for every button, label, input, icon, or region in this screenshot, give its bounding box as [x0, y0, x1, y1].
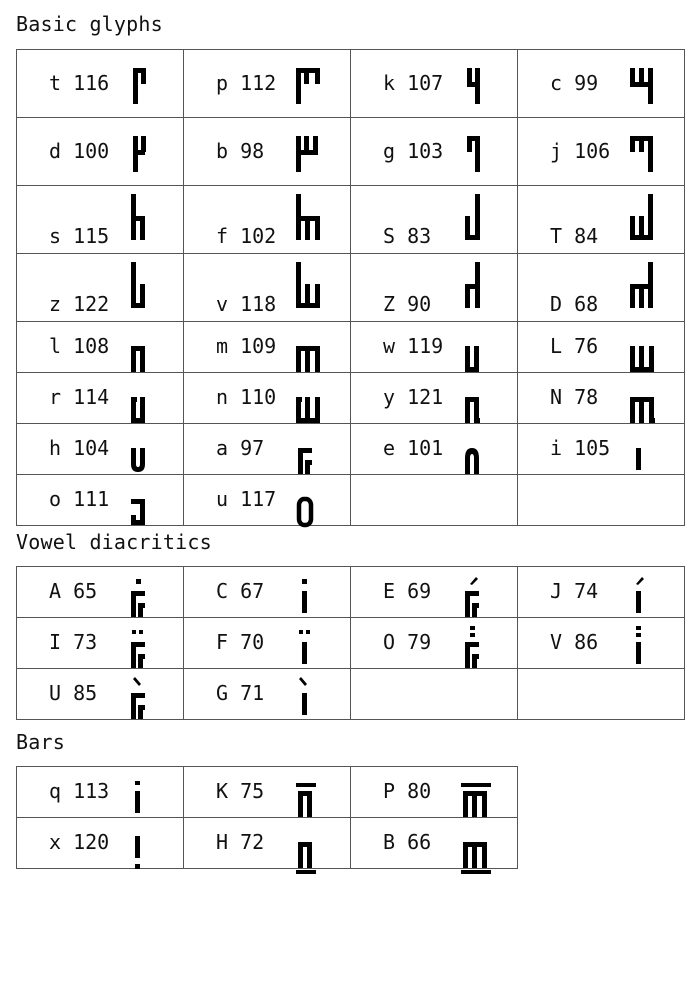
char-label: i [550, 436, 563, 460]
glyph-table [16, 766, 518, 869]
glyph-cell [17, 322, 184, 373]
char-label: K [216, 779, 229, 803]
char-code-label [550, 139, 610, 163]
table-row [17, 254, 685, 322]
empty-cell [351, 669, 518, 720]
char-code-label [216, 436, 264, 460]
script-glyph-icon [127, 428, 159, 480]
char-label: D [550, 292, 563, 316]
glyph-cell [17, 373, 184, 424]
char-code-label [383, 139, 443, 163]
glyph-cell [518, 373, 685, 424]
script-glyph-icon [628, 622, 660, 674]
char-code-label [49, 779, 109, 803]
glyph-cell [518, 322, 685, 373]
script-glyph-icon [127, 60, 159, 112]
code-number: 102 [240, 224, 277, 248]
glyph-cell [351, 424, 518, 475]
char-label: x [49, 830, 62, 854]
glyph-table [16, 49, 685, 526]
script-glyph-icon [461, 128, 493, 180]
char-label: p [216, 71, 229, 95]
table-row [17, 567, 685, 618]
char-label: l [49, 334, 62, 358]
char-code-label [550, 334, 598, 358]
code-number: 65 [73, 579, 98, 603]
empty-cell [518, 669, 685, 720]
char-code-label [383, 385, 443, 409]
code-number: 76 [574, 334, 599, 358]
script-glyph-icon [461, 428, 493, 480]
char-code-label [383, 292, 431, 316]
char-code-label [383, 830, 431, 854]
code-number: 98 [240, 139, 265, 163]
char-code-label [550, 71, 598, 95]
code-number: 119 [407, 334, 444, 358]
char-code-label [216, 292, 276, 316]
char-code-label [216, 487, 276, 511]
code-number: 106 [574, 139, 611, 163]
script-glyph-icon [127, 128, 159, 180]
char-label: k [383, 71, 396, 95]
code-number: 122 [73, 292, 110, 316]
glyph-cell [184, 767, 351, 818]
char-code-label [49, 630, 97, 654]
glyph-cell [17, 254, 184, 322]
script-glyph-icon [628, 60, 660, 112]
table-row [17, 118, 685, 186]
char-label: w [383, 334, 396, 358]
char-code-label [49, 139, 109, 163]
code-number: 111 [73, 487, 110, 511]
char-label: z [49, 292, 62, 316]
script-glyph-icon [127, 377, 159, 429]
char-label: q [49, 779, 62, 803]
code-number: 105 [574, 436, 611, 460]
glyph-cell [184, 618, 351, 669]
table-row [17, 669, 685, 720]
char-label: r [49, 385, 62, 409]
code-number: 72 [240, 830, 265, 854]
table-row [17, 818, 518, 869]
char-label: t [49, 71, 62, 95]
glyph-cell [351, 767, 518, 818]
glyph-cell [351, 322, 518, 373]
char-code-label [49, 71, 109, 95]
char-code-label [216, 681, 264, 705]
code-number: 103 [407, 139, 444, 163]
char-label: v [216, 292, 229, 316]
glyph-cell [351, 567, 518, 618]
char-label: A [49, 579, 62, 603]
char-code-label [49, 487, 109, 511]
empty-cell [518, 475, 685, 526]
code-number: 117 [240, 487, 277, 511]
script-glyph-icon [628, 377, 660, 429]
glyph-cell [184, 186, 351, 254]
code-number: 109 [240, 334, 277, 358]
glyph-cell [184, 50, 351, 118]
code-number: 70 [240, 630, 265, 654]
char-code-label [550, 579, 598, 603]
code-number: 75 [240, 779, 265, 803]
glyph-cell [17, 818, 184, 869]
script-glyph-icon [294, 377, 326, 429]
code-number: 90 [407, 292, 432, 316]
script-glyph-icon [127, 194, 159, 246]
char-code-label [49, 681, 97, 705]
code-number: 86 [574, 630, 599, 654]
char-label: B [383, 830, 396, 854]
glyph-cell [184, 669, 351, 720]
char-label: O [383, 630, 396, 654]
char-code-label [383, 334, 443, 358]
char-label: f [216, 224, 229, 248]
glyph-table [16, 566, 685, 720]
char-label: P [383, 779, 396, 803]
code-number: 85 [73, 681, 98, 705]
char-code-label [49, 334, 109, 358]
char-label: S [383, 224, 396, 248]
section-title: Basic glyphs [16, 12, 163, 36]
code-number: 99 [574, 71, 599, 95]
code-number: 84 [574, 224, 599, 248]
glyph-cell [518, 50, 685, 118]
glyph-cell [184, 373, 351, 424]
glyph-cell [184, 475, 351, 526]
section-title: Vowel diacritics [16, 530, 212, 554]
char-label: I [49, 630, 62, 654]
glyph-cell [17, 767, 184, 818]
table-row [17, 475, 685, 526]
char-code-label [550, 292, 598, 316]
glyph-cell [351, 118, 518, 186]
char-code-label [49, 224, 109, 248]
glyph-cell [17, 186, 184, 254]
code-number: 115 [73, 224, 110, 248]
char-label: g [383, 139, 396, 163]
char-label: c [550, 71, 563, 95]
table-row [17, 322, 685, 373]
char-code-label [49, 579, 97, 603]
empty-cell [351, 475, 518, 526]
char-label: L [550, 334, 563, 358]
glyph-cell [518, 424, 685, 475]
char-code-label [550, 436, 610, 460]
code-number: 113 [73, 779, 110, 803]
char-code-label [49, 385, 109, 409]
char-code-label [383, 779, 431, 803]
script-glyph-icon [461, 771, 493, 823]
char-code-label [550, 224, 598, 248]
char-label: h [49, 436, 62, 460]
glyph-cell [351, 254, 518, 322]
char-code-label [216, 334, 276, 358]
char-label: b [216, 139, 229, 163]
script-glyph-icon [294, 326, 326, 378]
char-code-label [216, 630, 264, 654]
code-number: 79 [407, 630, 432, 654]
script-glyph-icon [294, 673, 326, 725]
glyph-cell [17, 669, 184, 720]
script-glyph-icon [127, 822, 159, 874]
script-glyph-icon [294, 60, 326, 112]
char-label: U [49, 681, 62, 705]
code-number: 112 [240, 71, 277, 95]
script-glyph-icon [127, 479, 159, 531]
code-number: 107 [407, 71, 444, 95]
glyph-cell [17, 424, 184, 475]
glyph-cell [17, 475, 184, 526]
glyph-cell [184, 254, 351, 322]
table-row [17, 50, 685, 118]
code-number: 69 [407, 579, 432, 603]
char-code-label [49, 292, 109, 316]
script-glyph-icon [461, 377, 493, 429]
char-code-label [216, 779, 264, 803]
char-label: d [49, 139, 62, 163]
table-row [17, 373, 685, 424]
code-number: 104 [73, 436, 110, 460]
char-code-label [216, 224, 276, 248]
char-label: N [550, 385, 563, 409]
script-glyph-icon [294, 571, 326, 623]
script-glyph-icon [127, 571, 159, 623]
char-code-label [216, 385, 276, 409]
script-glyph-icon [294, 771, 326, 823]
char-label: u [216, 487, 229, 511]
char-code-label [216, 139, 264, 163]
glyph-cell [184, 818, 351, 869]
code-number: 73 [73, 630, 98, 654]
code-number: 100 [73, 139, 110, 163]
char-label: Z [383, 292, 396, 316]
char-code-label [383, 579, 431, 603]
script-glyph-icon [628, 428, 660, 480]
script-glyph-icon [127, 771, 159, 823]
script-glyph-icon [628, 128, 660, 180]
glyph-cell [184, 424, 351, 475]
char-code-label [383, 630, 431, 654]
glyph-cell [351, 818, 518, 869]
char-code-label [216, 579, 264, 603]
glyph-cell [351, 50, 518, 118]
glyph-cell [17, 618, 184, 669]
glyph-cell [351, 373, 518, 424]
code-number: 108 [73, 334, 110, 358]
char-label: V [550, 630, 563, 654]
code-number: 67 [240, 579, 265, 603]
char-code-label [383, 436, 443, 460]
code-number: 74 [574, 579, 599, 603]
char-code-label [383, 224, 431, 248]
char-label: j [550, 139, 563, 163]
script-glyph-icon [127, 622, 159, 674]
char-code-label [49, 830, 109, 854]
script-glyph-icon [294, 479, 326, 531]
glyph-cell [184, 322, 351, 373]
glyph-cell [17, 118, 184, 186]
char-code-label [550, 630, 598, 654]
char-label: G [216, 681, 229, 705]
table-row [17, 767, 518, 818]
script-glyph-icon [461, 194, 493, 246]
code-number: 101 [407, 436, 444, 460]
script-glyph-icon [294, 262, 326, 314]
code-number: 114 [73, 385, 110, 409]
script-glyph-icon [294, 622, 326, 674]
script-glyph-icon [294, 822, 326, 874]
code-number: 97 [240, 436, 265, 460]
glyph-cell [518, 618, 685, 669]
section-title: Bars [16, 730, 65, 754]
script-glyph-icon [461, 262, 493, 314]
code-number: 121 [407, 385, 444, 409]
char-label: E [383, 579, 396, 603]
script-glyph-icon [127, 673, 159, 725]
table-row [17, 186, 685, 254]
glyph-cell [518, 254, 685, 322]
code-number: 68 [574, 292, 599, 316]
char-code-label [383, 71, 443, 95]
code-number: 116 [73, 71, 110, 95]
glyph-cell [518, 118, 685, 186]
char-label: C [216, 579, 229, 603]
glyph-cell [518, 567, 685, 618]
char-label: y [383, 385, 396, 409]
char-label: o [49, 487, 62, 511]
code-number: 80 [407, 779, 432, 803]
char-code-label [550, 385, 598, 409]
char-label: T [550, 224, 563, 248]
char-code-label [49, 436, 109, 460]
char-label: F [216, 630, 229, 654]
char-label: a [216, 436, 229, 460]
script-glyph-icon [294, 128, 326, 180]
code-number: 110 [240, 385, 277, 409]
glyph-cell [184, 567, 351, 618]
char-label: s [49, 224, 62, 248]
script-glyph-icon [461, 326, 493, 378]
glyph-cell [184, 118, 351, 186]
script-glyph-icon [461, 60, 493, 112]
char-label: H [216, 830, 229, 854]
script-glyph-icon [628, 262, 660, 314]
code-number: 78 [574, 385, 599, 409]
script-glyph-icon [628, 571, 660, 623]
glyph-cell [351, 186, 518, 254]
char-code-label [216, 830, 264, 854]
glyph-cell [17, 567, 184, 618]
char-label: n [216, 385, 229, 409]
script-glyph-icon [127, 262, 159, 314]
char-label: J [550, 579, 563, 603]
script-glyph-icon [127, 326, 159, 378]
code-number: 66 [407, 830, 432, 854]
script-glyph-icon [628, 194, 660, 246]
glyph-cell [17, 50, 184, 118]
glyph-cell [351, 618, 518, 669]
table-row [17, 424, 685, 475]
script-glyph-icon [461, 622, 493, 674]
glyph-cell [518, 186, 685, 254]
script-glyph-icon [294, 194, 326, 246]
code-number: 120 [73, 830, 110, 854]
script-glyph-icon [628, 326, 660, 378]
char-label: e [383, 436, 396, 460]
script-glyph-icon [461, 571, 493, 623]
char-label: m [216, 334, 229, 358]
code-number: 118 [240, 292, 277, 316]
char-code-label [216, 71, 276, 95]
table-row [17, 618, 685, 669]
code-number: 71 [240, 681, 265, 705]
script-glyph-icon [461, 822, 493, 874]
script-glyph-icon [294, 428, 326, 480]
code-number: 83 [407, 224, 432, 248]
